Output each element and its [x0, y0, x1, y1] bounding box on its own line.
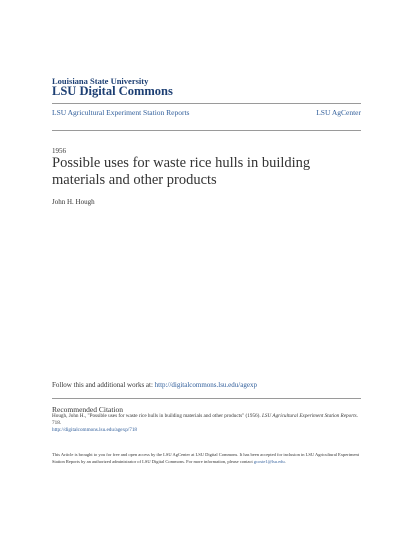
divider-middle: [52, 130, 361, 131]
publication-year: 1956: [52, 147, 66, 155]
article-author: John H. Hough: [52, 198, 95, 206]
contact-email-link[interactable]: gcoste1@lsu.edu: [253, 458, 285, 464]
citation-text: [52, 413, 362, 435]
follow-link[interactable]: http://digitalcommons.lsu.edu/agexp: [154, 381, 257, 389]
citation-link[interactable]: http://digitalcommons.lsu.edu/agexp/718: [52, 427, 138, 434]
divider-bottom: [52, 398, 361, 399]
citation-number: . 718.: [52, 413, 358, 427]
follow-line: [52, 381, 257, 389]
follow-label: Follow this and additional works at:: [52, 381, 155, 389]
repository-name[interactable]: LSU Digital Commons: [52, 84, 173, 98]
access-notice: [52, 452, 362, 466]
series-link[interactable]: LSU Agricultural Experiment Station Reports: [52, 108, 190, 117]
notice-end: .: [284, 458, 286, 464]
agcenter-link[interactable]: LSU AgCenter: [316, 108, 361, 117]
citation-journal: LSU Agricultural Experiment Station Reports: [261, 413, 357, 419]
article-title: Possible uses for waste rice hulls in building materials and other products: [52, 155, 311, 188]
recommended-citation-heading: Recommended Citation: [52, 405, 124, 414]
institution-name: Louisiana State University: [52, 76, 149, 86]
citation-body: Hough, John H., "Possible uses for waste rice hulls in building materials and other products" (1956).: [52, 413, 262, 419]
notice-text: This Article is brought to you for free and open access by the LSU AgCenter at LSU Digital Commons. It has been accepted for inclusion in LSU Agricultural Experiment Station Reports by an authorized administrator of LSU Digital Commons. For more information, please contact: [52, 452, 360, 464]
divider-top: [52, 103, 361, 104]
